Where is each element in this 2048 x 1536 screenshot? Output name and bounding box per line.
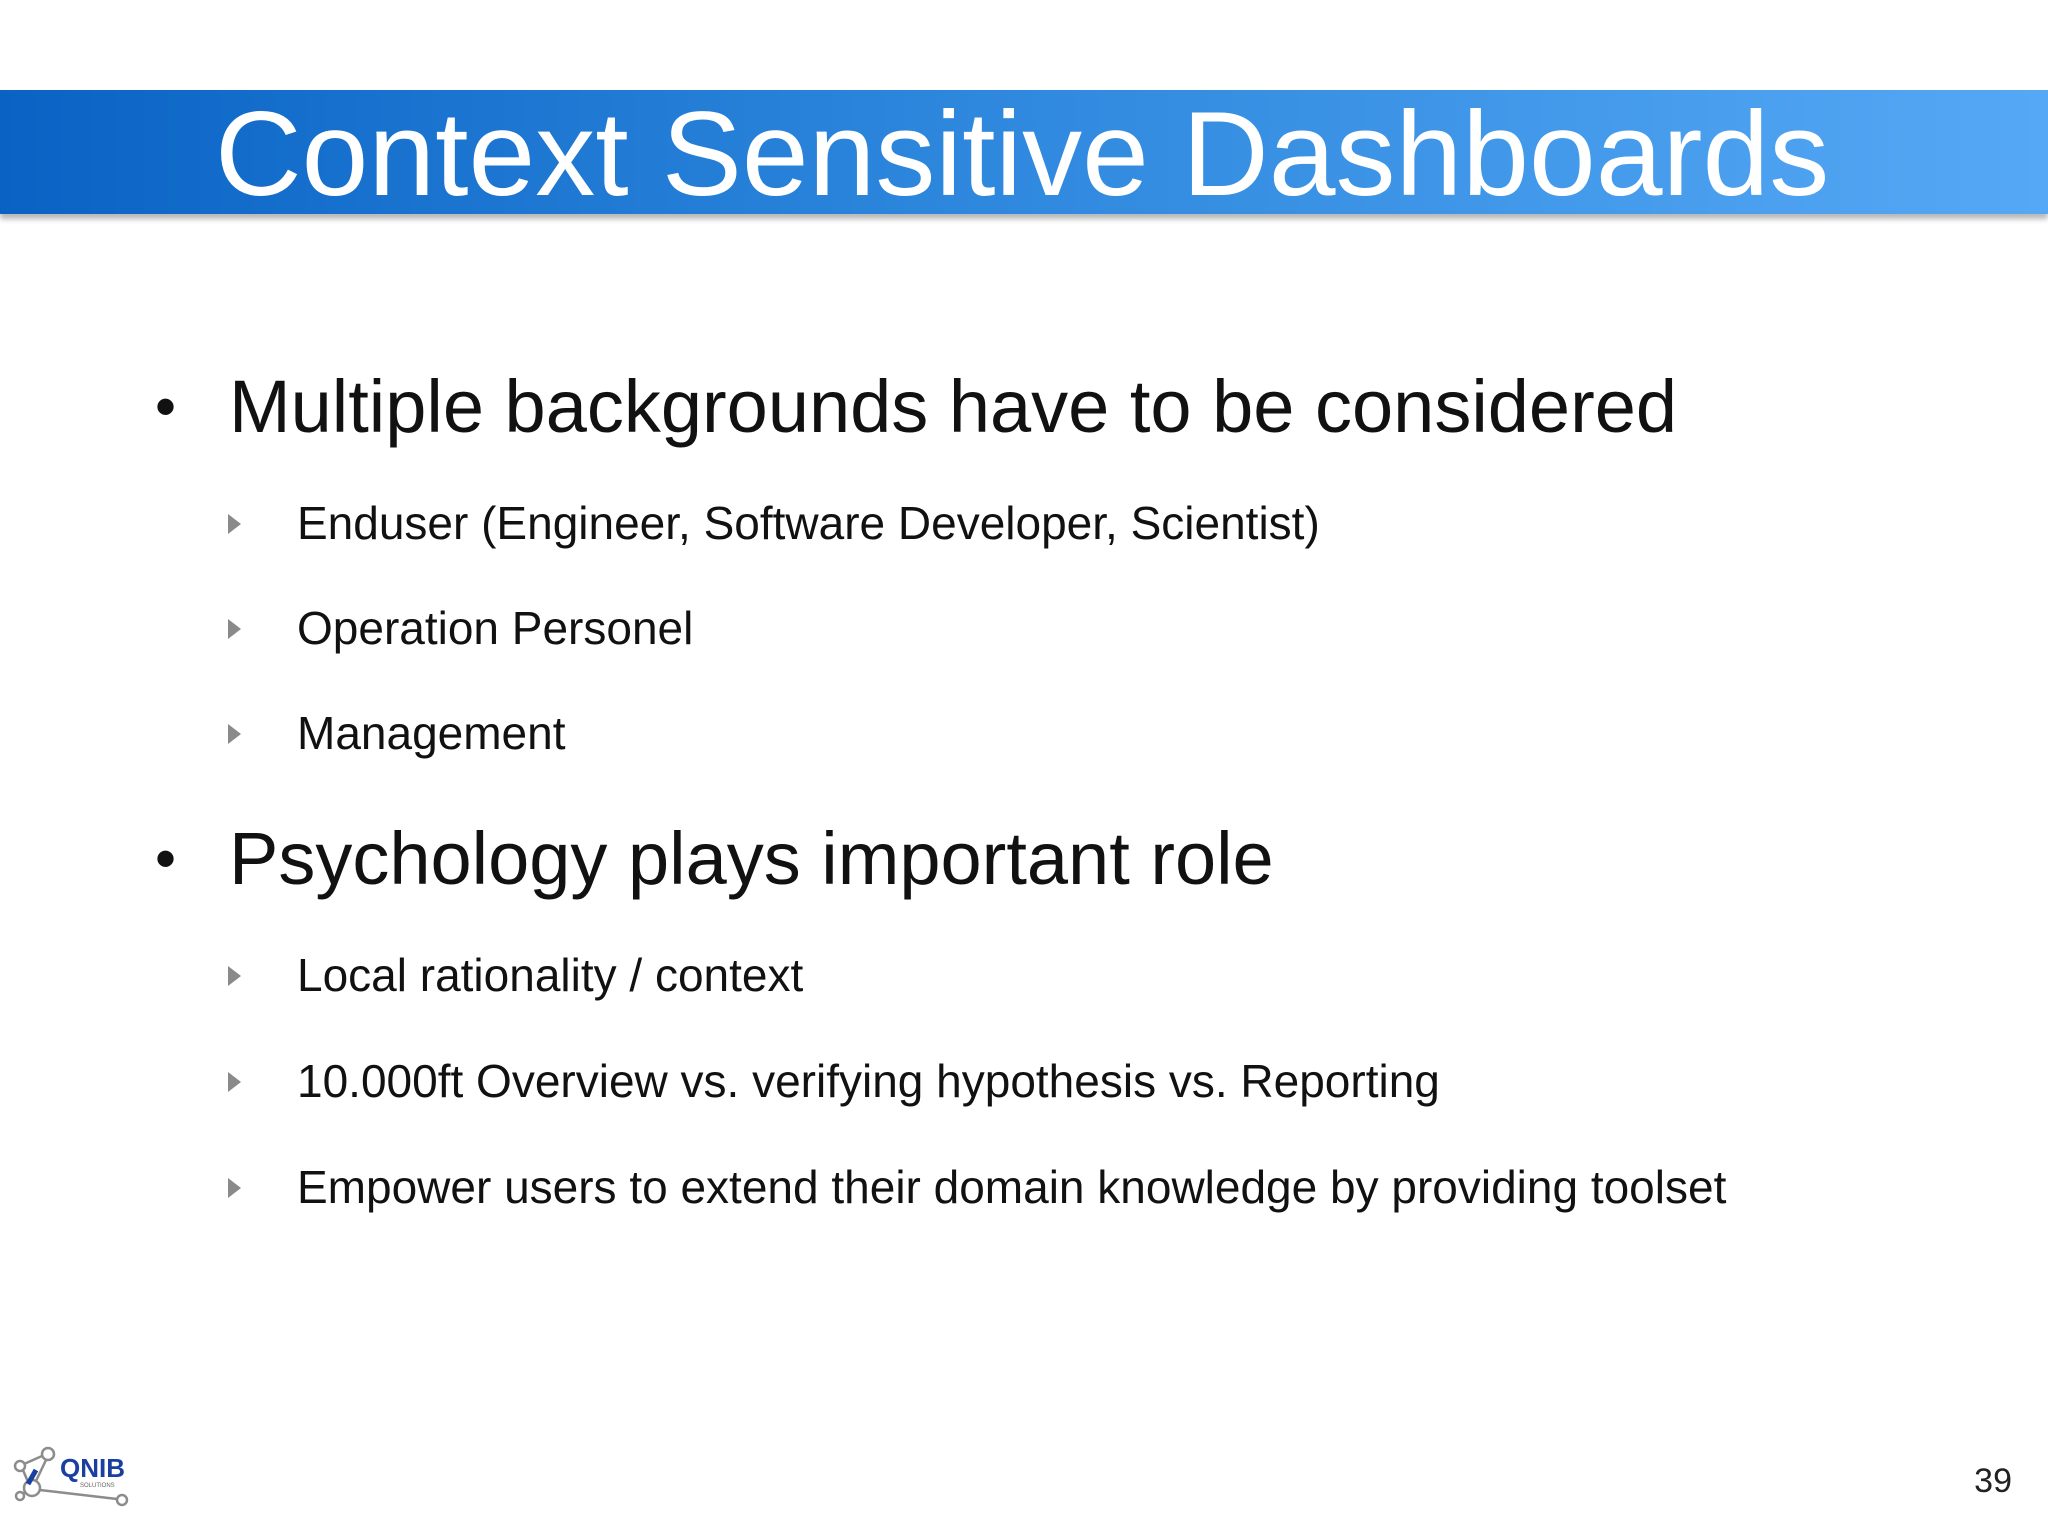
- qnib-logo: [10, 1444, 140, 1510]
- sub-bullet-text: Operation Personel: [297, 602, 694, 654]
- bullet-dot: •: [155, 825, 177, 892]
- logo-subtext: SOLUTIONS: [80, 1483, 115, 1489]
- slide-title: Context Sensitive Dashboards: [215, 87, 1830, 221]
- bullet-2-text: Psychology plays important role: [229, 817, 1274, 900]
- triangle-bullet-icon: [228, 966, 241, 986]
- triangle-bullet-icon: [228, 724, 241, 744]
- sub-bullet-text: Local rationality / context: [297, 949, 804, 1001]
- sub-bullet-1-1: [228, 493, 1320, 553]
- sub-bullet-text: Management: [297, 707, 566, 759]
- sub-bullet-text: Enduser (Engineer, Software Developer, Scientist): [297, 497, 1320, 549]
- triangle-bullet-icon: [228, 1072, 241, 1092]
- bullet-1: [155, 362, 1677, 452]
- sub-bullet-2-1: [228, 945, 803, 1005]
- sub-bullet-2-3: [228, 1157, 1726, 1217]
- bullet-1-text: Multiple backgrounds have to be considered: [229, 365, 1678, 448]
- sub-bullet-1-3: [228, 703, 566, 763]
- bullet-2: [155, 814, 1274, 904]
- bullet-dot: •: [155, 373, 177, 440]
- sub-bullet-text: Empower users to extend their domain knowledge by providing toolset: [297, 1161, 1727, 1213]
- page-number: 39: [1974, 1462, 2012, 1500]
- triangle-bullet-icon: [228, 514, 241, 534]
- sub-bullet-text: 10.000ft Overview vs. verifying hypothesis vs. Reporting: [297, 1055, 1440, 1107]
- qnib-logo-graphic: [10, 1444, 140, 1510]
- logo-wordmark: QNIB: [60, 1453, 125, 1483]
- triangle-bullet-icon: [228, 619, 241, 639]
- sub-bullet-1-2: [228, 598, 693, 658]
- sub-bullet-2-2: [228, 1051, 1440, 1111]
- triangle-bullet-icon: [228, 1178, 241, 1198]
